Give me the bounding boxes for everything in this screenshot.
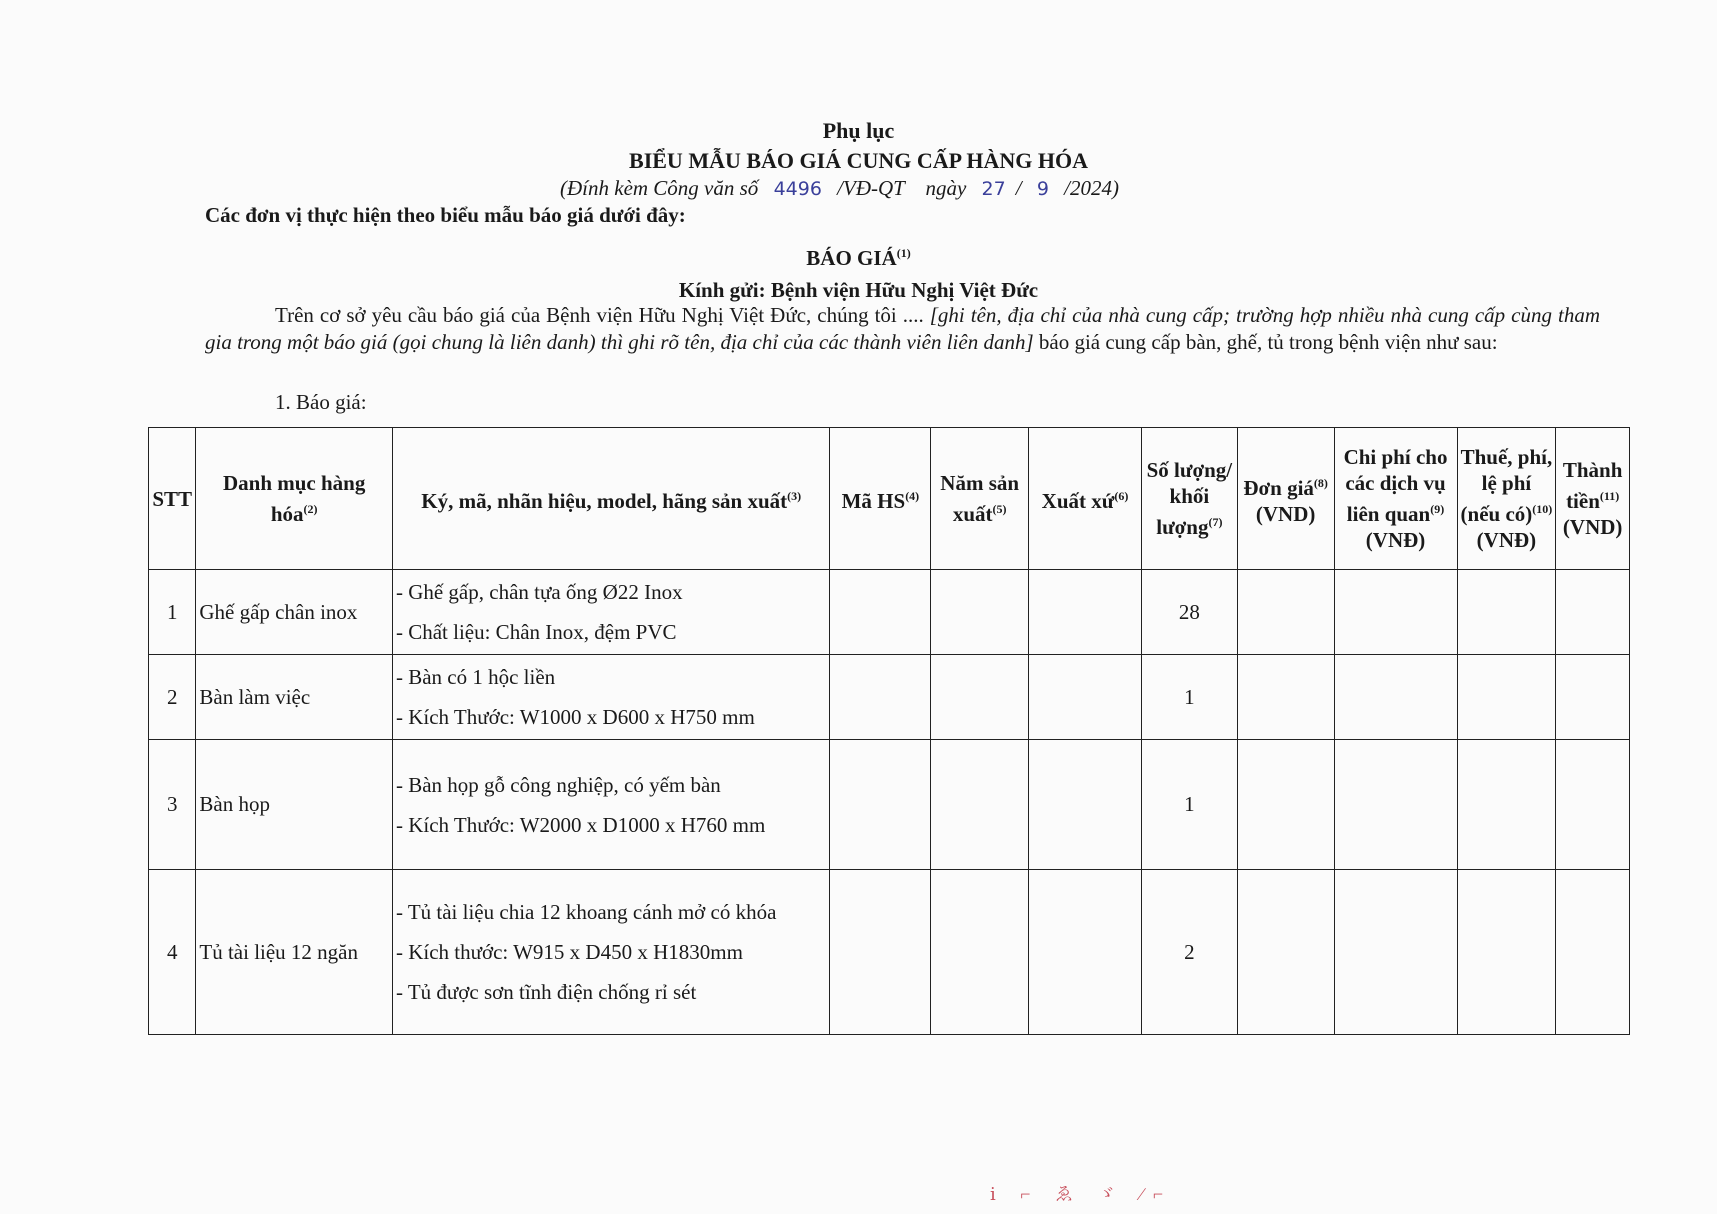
- intro-paragraph: [205, 302, 1600, 356]
- year-cell: [931, 570, 1029, 655]
- column-header: [1334, 428, 1457, 570]
- column-header-note: (11): [1599, 489, 1620, 503]
- tax-fee-cell: [1457, 570, 1556, 655]
- quote-title-text: BÁO GIÁ: [806, 246, 897, 270]
- service-cost-cell: [1334, 870, 1457, 1035]
- appendix-label: Phụ lục: [822, 118, 895, 143]
- spec-line: - Chất liệu: Chân Inox, đệm PVC: [395, 620, 677, 644]
- column-header-note: (3): [787, 489, 802, 503]
- date-label: ngày: [925, 176, 967, 200]
- column-header-unit: (VNĐ): [1476, 528, 1537, 552]
- hs-code-cell: [830, 740, 931, 870]
- total-cell: [1556, 870, 1630, 1035]
- recipient: Kính gửi: Bệnh viện Hữu Nghị Việt Đức: [678, 278, 1039, 302]
- date-month: 9: [1036, 178, 1049, 200]
- origin-cell: [1029, 655, 1142, 740]
- spec-line: - Tủ tài liệu chia 12 khoang cánh mở có khóa: [395, 900, 777, 924]
- column-header: [196, 428, 393, 570]
- total-cell: [1556, 740, 1630, 870]
- column-header-label: Ký, mã, nhãn hiệu, model, hãng sản xuất: [421, 489, 788, 513]
- quote-title: [0, 246, 1717, 271]
- column-header-note: (4): [905, 489, 920, 503]
- table-row: [149, 870, 1630, 1035]
- quantity-cell: 28: [1141, 570, 1237, 655]
- spec-line: - Bàn có 1 hộc liền: [395, 665, 556, 689]
- table-row: [149, 740, 1630, 870]
- column-header: [1237, 428, 1334, 570]
- column-header-label: Thuế, phí, lệ phí (nếu có): [1460, 445, 1553, 526]
- year-cell: [931, 870, 1029, 1035]
- table-row: [149, 570, 1630, 655]
- origin-cell: [1029, 740, 1142, 870]
- column-header-label: Xuất xứ: [1041, 489, 1115, 513]
- column-header: [830, 428, 931, 570]
- tax-fee-cell: [1457, 740, 1556, 870]
- total-cell: [1556, 570, 1630, 655]
- spec-line: - Ghế gấp, chân tựa ống Ø22 Inox: [395, 580, 683, 604]
- column-header-label: Đơn giá: [1243, 476, 1314, 500]
- column-header-label: STT: [152, 486, 193, 511]
- column-header: [392, 428, 830, 570]
- service-cost-cell: [1334, 655, 1457, 740]
- service-cost-cell: [1334, 570, 1457, 655]
- total-cell: [1556, 655, 1630, 740]
- column-header-note: (2): [303, 502, 318, 516]
- column-header: [1029, 428, 1142, 570]
- tax-fee-cell: [1457, 655, 1556, 740]
- spec-line: - Bàn họp gỗ công nghiệp, có yếm bàn: [395, 772, 721, 797]
- column-header-unit: (VND): [1255, 502, 1316, 526]
- column-header-note: (10): [1532, 502, 1553, 516]
- column-header: [931, 428, 1029, 570]
- paragraph-part1: Trên cơ sở yêu cầu báo giá của Bệnh viện Hữu Nghị Việt Đức, chúng tôi ....: [275, 303, 930, 327]
- column-header: [1457, 428, 1556, 570]
- column-header-label: Mã HS: [841, 489, 906, 513]
- section-heading: 1. Báo giá:: [275, 390, 367, 414]
- doc-suffix: /VĐ-QT: [837, 176, 905, 200]
- column-header-label: Thành tiền: [1562, 458, 1623, 513]
- column-header: [1141, 428, 1237, 570]
- column-header-label: Danh mục hàng hóa: [222, 471, 366, 526]
- attachment-reference: (Đính kèm Công văn số 4496 /VĐ-QT ngày 27 / 9 /2024): [560, 176, 1119, 200]
- hs-code-cell: [830, 870, 931, 1035]
- hs-code-cell: [830, 655, 931, 740]
- year-cell: [931, 655, 1029, 740]
- stt-cell: 2: [149, 655, 196, 740]
- service-cost-cell: [1334, 740, 1457, 870]
- origin-cell: [1029, 870, 1142, 1035]
- item-name-cell: Bàn họp: [196, 740, 393, 870]
- column-header-note: (9): [1430, 502, 1445, 516]
- spec-cell: [392, 870, 830, 1035]
- scan-marks: ⅰ ⌐ ゑ ゞ ∕⌐: [990, 1184, 1174, 1204]
- intro-line: Các đơn vị thực hiện theo biểu mẫu báo giá dưới đây:: [205, 203, 686, 227]
- spec-cell: [392, 655, 830, 740]
- date-year: /2024): [1064, 176, 1119, 200]
- quote-title-note: (1): [896, 246, 911, 260]
- spec-line: - Kích Thước: W1000 x D600 x H750 mm: [395, 705, 755, 729]
- spec-line: - Tủ được sơn tĩnh điện chống rỉ sét: [395, 980, 697, 1004]
- date-day: 27: [981, 178, 1006, 200]
- column-header: [149, 428, 196, 570]
- item-name-cell: Tủ tài liệu 12 ngăn: [196, 870, 393, 1035]
- stt-cell: 1: [149, 570, 196, 655]
- spec-cell: [392, 740, 830, 870]
- tax-fee-cell: [1457, 870, 1556, 1035]
- quantity-cell: 2: [1141, 870, 1237, 1035]
- unit-price-cell: [1237, 570, 1334, 655]
- paragraph-placeholder: [ghi tên, địa chỉ của nhà cung cấp; trường hợp nhiều nhà cung cấp cùng tham gia trong một báo giá (gọi chung là liên danh) thì ghi rõ tên, địa chỉ của các thành viên liên danh]: [205, 303, 1600, 354]
- column-header-label: Chi phí cho các dịch vụ liên quan: [1343, 445, 1448, 526]
- stt-cell: 3: [149, 740, 196, 870]
- column-header-note: (5): [992, 502, 1007, 516]
- column-header: [1556, 428, 1630, 570]
- unit-price-cell: [1237, 870, 1334, 1035]
- item-name-cell: Ghế gấp chân inox: [196, 570, 393, 655]
- attachment-prefix: (Đính kèm Công văn số: [560, 176, 759, 200]
- unit-price-cell: [1237, 740, 1334, 870]
- column-header-note: (8): [1313, 476, 1328, 490]
- year-cell: [931, 740, 1029, 870]
- item-name-cell: Bàn làm việc: [196, 655, 393, 740]
- spec-line: - Kích thước: W915 x D450 x H1830mm: [395, 940, 743, 964]
- table-header-row: [149, 428, 1630, 570]
- unit-price-cell: [1237, 655, 1334, 740]
- column-header-unit: (VNĐ): [1365, 528, 1426, 552]
- quantity-cell: 1: [1141, 740, 1237, 870]
- column-header-label: Số lượng/ khối lượng: [1146, 458, 1233, 539]
- column-header-note: (7): [1208, 515, 1223, 529]
- spec-line: - Kích Thước: W2000 x D1000 x H760 mm: [395, 812, 766, 837]
- origin-cell: [1029, 570, 1142, 655]
- column-header-label: Năm sản xuất: [940, 471, 1020, 526]
- spec-cell: [392, 570, 830, 655]
- hs-code-cell: [830, 570, 931, 655]
- column-header-unit: (VND): [1562, 515, 1623, 539]
- paragraph-part3: báo giá cung cấp bàn, ghế, tủ trong bệnh viện như sau:: [1033, 330, 1498, 354]
- form-title: BIỂU MẪU BÁO GIÁ CUNG CẤP HÀNG HÓA: [629, 148, 1088, 173]
- quantity-cell: 1: [1141, 655, 1237, 740]
- quotation-table: [148, 427, 1630, 1035]
- table-row: [149, 655, 1630, 740]
- doc-number: 4496: [773, 178, 822, 200]
- column-header-note: (6): [1114, 489, 1129, 503]
- stt-cell: 4: [149, 870, 196, 1035]
